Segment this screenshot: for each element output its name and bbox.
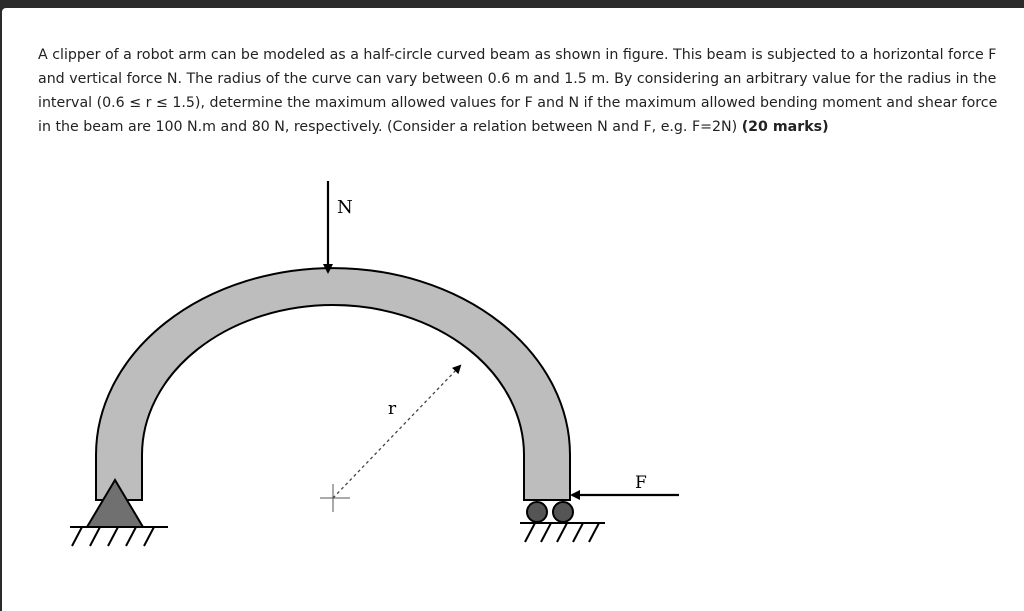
force-N-label: N: [337, 197, 353, 218]
radius-label: r: [388, 399, 397, 419]
center-mark: [320, 484, 350, 512]
roller-support: [520, 502, 605, 542]
pin-support: [70, 480, 168, 546]
question-marks: (20 marks): [741, 119, 829, 135]
curved-beam: [96, 268, 570, 500]
question-body: A clipper of a robot arm can be modeled as a half-circle curved beam as shown in figure. This beam is subjected to a horizontal force F and vertical force N. The radius of the curve can vary between 0.6 m and 1.5 m. By considering an arbitrary value for the radius in the interval (0.6 ≤ r ≤ 1.5), determine the maximum allowed values for F and N if the maximum allowed bending moment and shear force in the beam are 100 N.m and 80 N, respectively. (Consider a relation between N and F, e.g. F=2N): [38, 47, 998, 135]
radius-line: [333, 366, 460, 498]
force-F-label: F: [635, 473, 647, 493]
